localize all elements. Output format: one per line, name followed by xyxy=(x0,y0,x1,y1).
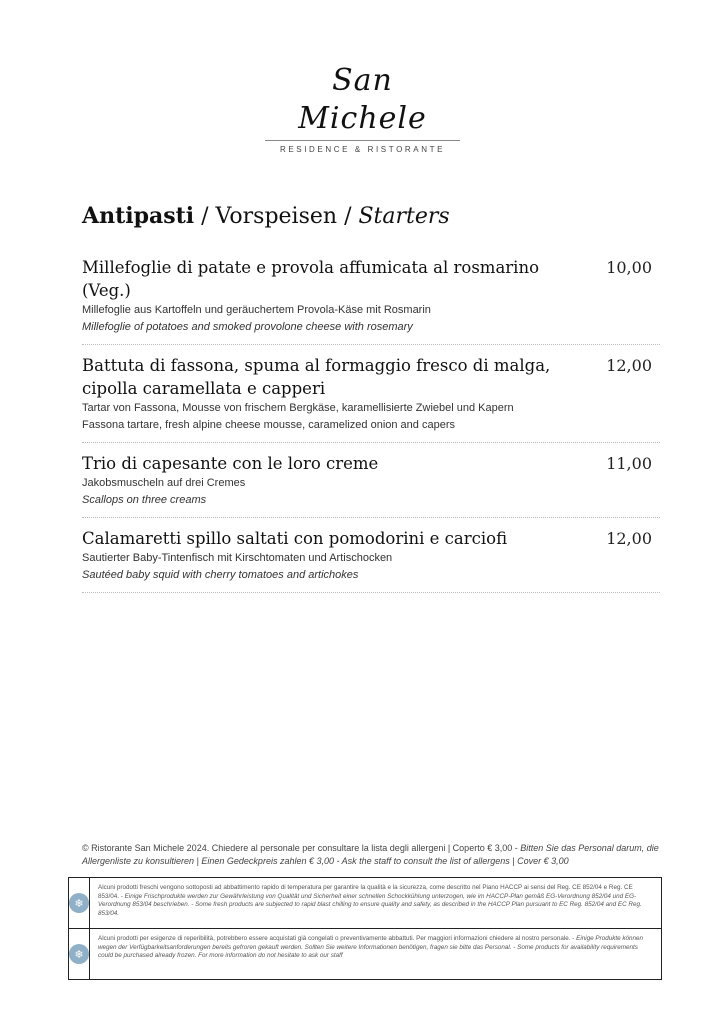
item-price: 11,00 xyxy=(606,454,652,473)
section-title xyxy=(82,203,450,229)
logo-divider xyxy=(265,140,460,141)
icon-cell xyxy=(69,929,90,979)
logo-name: San Michele xyxy=(298,63,427,136)
icon-cell xyxy=(69,878,90,928)
item-name: Trio di capesante con le loro creme xyxy=(82,454,379,473)
item-desc-en: Fassona tartare, fresh alpine cheese mousse, caramelized onion and capers xyxy=(82,419,455,431)
logo-subtitle: RESIDENCE & RISTORANTE xyxy=(279,145,446,154)
item-name: Calamaretti spillo saltati con pomodorini e carciofi xyxy=(82,529,508,548)
section-title-de: / Vorspeisen / xyxy=(194,204,359,229)
info-text xyxy=(90,929,661,979)
item-desc-de: Sautierter Baby-Tintenfisch mit Kirschtomaten und Artischocken xyxy=(82,552,393,564)
menu-item xyxy=(82,452,660,518)
menu-item xyxy=(82,354,660,443)
note-translations: Bitten Sie das Personal darum, die Allergenliste zu konsultieren | Einen Gedeckpreis zahlen € 3,00 - Ask the staff to consult the list of allergens | Cover € 3,00 xyxy=(82,843,659,866)
menu-list xyxy=(82,256,660,602)
allergen-note xyxy=(82,842,662,867)
item-price: 12,00 xyxy=(606,529,652,548)
item-desc-de: Millefoglie aus Kartoffeln und geräuchertem Provola-Käse mit Rosmarin xyxy=(82,304,431,316)
snowflake-icon: ❄ xyxy=(69,893,89,913)
item-desc-de: Tartar von Fassona, Mousse von frischem Bergkäse, karamellisierte Zwiebel und Kapern xyxy=(82,402,514,414)
info-text-it: Alcuni prodotti per esigenze di reperibilità, potrebbero essere acquistati già congelati o preventivamente abbattuti. Per maggiori informazioni chiedere al nostro personale. - xyxy=(98,935,577,942)
frozen-icon: ❄ xyxy=(69,944,89,964)
item-desc-en: Millefoglie of potatoes and smoked provolone cheese with rosemary xyxy=(82,321,413,333)
info-text-other: Einige Produkte können wegen der Verfügbarkeitsanforderungen bereits gefroren gekauft werden. Sollten Sie weitere Informationen benötigen, fragen sie bitte das Personal. - Some products for availability requirements could be purchased already frozen. For more information do not hesitate to ask our staff xyxy=(98,935,644,960)
item-price: 12,00 xyxy=(606,356,652,375)
note-it: © Ristorante San Michele 2024. Chiedere al personale per consultare la lista degli allergeni | Coperto € 3,00 - xyxy=(82,843,521,853)
item-name: Battuta di fassona, spuma al formaggio fresco di malga, cipolla caramellata e capperi xyxy=(82,356,551,398)
info-text xyxy=(90,878,661,928)
logo xyxy=(265,62,460,154)
item-desc-en: Sautéed baby squid with cherry tomatoes and artichokes xyxy=(82,569,359,581)
info-row-frozen xyxy=(69,928,661,979)
section-title-en: Starters xyxy=(358,204,450,229)
item-name: Millefoglie di patate e provola affumicata al rosmarino (Veg.) xyxy=(82,258,540,300)
item-desc-de: Jakobsmuscheln auf drei Cremes xyxy=(82,477,246,489)
item-price: 10,00 xyxy=(606,258,652,277)
item-desc-en: Scallops on three creams xyxy=(82,494,207,506)
info-row-blast-chilling xyxy=(69,878,661,928)
section-title-it: Antipasti xyxy=(82,203,195,229)
menu-item xyxy=(82,527,660,593)
info-text-other: Einige Frischprodukte werden zur Gewährleistung von Qualität und Sicherheit einer schnellen Schockkühlung unterzogen, wie im HACCP-Plan gemäß EG-Verordnung 852/04 und EG-Verordnung 853/04 beschrieben. - Some fresh products are subjected to rapid blast chilling to ensure quality and safety, as described in the HACCP Plan pursuant to EC Reg. 852/04 and EC Reg. 853/04. xyxy=(98,892,642,917)
info-table xyxy=(68,877,662,980)
menu-item xyxy=(82,256,660,345)
info-text-it: Alcuni prodotti freschi vengono sottoposti ad abbattimento rapido di temperatura per garantire la qualità e la sicurezza, come descritto nel Piano HACCP ai sensi del Reg. CE 852/04 e Reg. CE 853/04. - xyxy=(98,884,633,900)
